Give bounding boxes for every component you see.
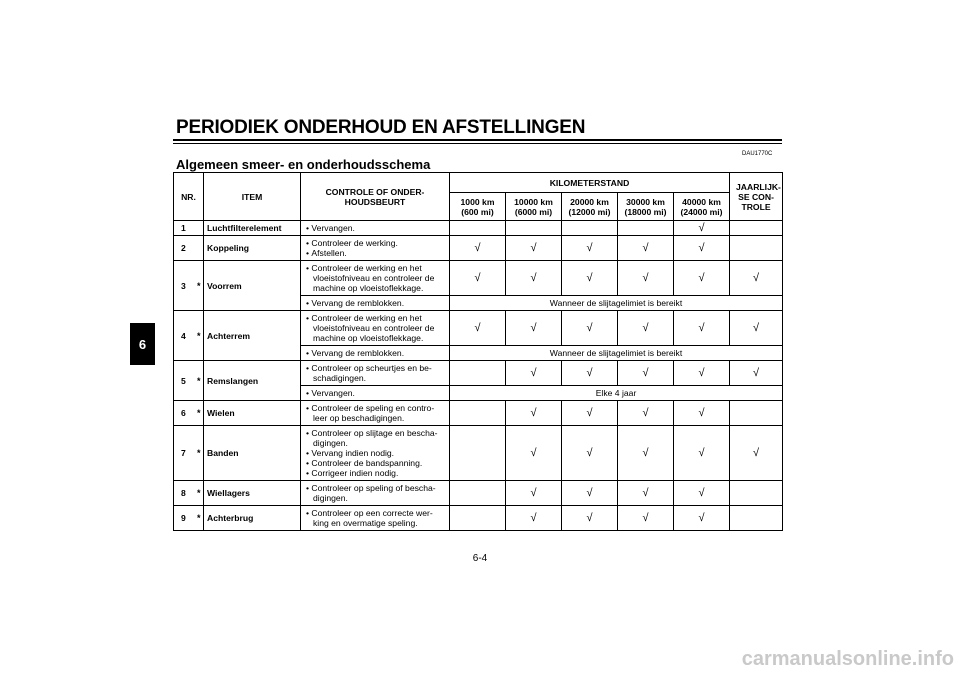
check-cell — [674, 236, 730, 261]
action-bullet: • Vervang de remblokken. — [306, 298, 447, 308]
row-control — [301, 221, 450, 236]
check-cell — [674, 261, 730, 296]
action-bullet: • Vervangen. — [306, 388, 447, 398]
check-mark-icon: √ — [698, 367, 705, 379]
row-control — [301, 401, 450, 426]
check-cell — [674, 426, 730, 481]
row-control — [301, 361, 450, 386]
check-mark-icon: √ — [530, 487, 537, 499]
check-cell — [730, 236, 783, 261]
check-mark-icon: √ — [642, 512, 649, 524]
header-km-3 — [618, 193, 674, 221]
row-asterisk: * — [195, 401, 204, 426]
check-cell — [562, 221, 618, 236]
check-cell — [730, 311, 783, 346]
check-cell — [450, 506, 506, 531]
check-mark-icon: √ — [698, 487, 705, 499]
check-cell — [674, 311, 730, 346]
table-row — [174, 426, 783, 481]
action-bullet: • Afstellen. — [306, 248, 447, 258]
check-cell — [730, 426, 783, 481]
row-item: Voorrem — [204, 261, 301, 311]
check-mark-icon: √ — [586, 272, 593, 284]
check-mark-icon: √ — [642, 272, 649, 284]
check-mark-icon: √ — [698, 407, 705, 419]
row-control — [301, 506, 450, 531]
table-row — [174, 361, 783, 386]
row-number: 9 — [174, 506, 195, 531]
check-mark-icon: √ — [698, 512, 705, 524]
check-mark-icon: √ — [586, 242, 593, 254]
row-asterisk: * — [195, 506, 204, 531]
check-cell — [618, 261, 674, 296]
check-cell — [562, 506, 618, 531]
action-bullet: • Controleer de werking en het vloeistofniveau en controleer de machine op vloeistoflekkage. — [306, 313, 447, 343]
check-cell — [506, 236, 562, 261]
check-cell — [730, 506, 783, 531]
check-mark-icon: √ — [753, 272, 760, 284]
check-cell — [674, 506, 730, 531]
check-cell — [730, 361, 783, 386]
header-mi-value: (6000 mi) — [514, 206, 553, 217]
table-row — [174, 236, 783, 261]
row-item: Achterbrug — [204, 506, 301, 531]
check-cell — [618, 361, 674, 386]
check-mark-icon: √ — [474, 272, 481, 284]
check-cell — [450, 311, 506, 346]
check-cell — [450, 361, 506, 386]
check-mark-icon: √ — [698, 322, 705, 334]
header-km-1 — [506, 193, 562, 221]
check-mark-icon: √ — [698, 222, 705, 234]
check-cell — [506, 261, 562, 296]
header-mi-value: (18000 mi) — [624, 206, 667, 217]
interval-note: Wanneer de slijtagelimiet is bereikt — [450, 296, 783, 311]
action-bullet: • Controleer de werking en het vloeistofniveau en controleer de machine op vloeistoflekkage. — [306, 263, 447, 293]
check-cell — [618, 426, 674, 481]
table-row — [174, 311, 783, 346]
check-cell — [506, 481, 562, 506]
row-item: Remslangen — [204, 361, 301, 401]
check-cell — [618, 401, 674, 426]
check-cell — [618, 221, 674, 236]
row-control — [301, 426, 450, 481]
check-mark-icon: √ — [642, 487, 649, 499]
interval-note: Wanneer de slijtagelimiet is bereikt — [450, 346, 783, 361]
check-cell — [618, 506, 674, 531]
doc-code: DAU1770C — [742, 151, 773, 157]
row-asterisk: * — [195, 261, 204, 311]
check-cell — [562, 236, 618, 261]
table-row — [174, 506, 783, 531]
watermark: carmanualsonline.info — [741, 648, 954, 670]
row-control — [301, 311, 450, 346]
header-yearly: JAARLIJK-SE CON-TROLE — [730, 173, 783, 221]
check-cell — [562, 481, 618, 506]
row-control — [301, 346, 450, 361]
check-mark-icon: √ — [753, 367, 760, 379]
check-cell — [674, 361, 730, 386]
header-km-4 — [674, 193, 730, 221]
check-cell — [618, 311, 674, 346]
check-mark-icon: √ — [586, 322, 593, 334]
action-bullet: • Vervang indien nodig. — [306, 448, 447, 458]
check-cell — [730, 221, 783, 236]
check-cell — [506, 426, 562, 481]
check-cell — [562, 426, 618, 481]
row-item: Koppeling — [204, 236, 301, 261]
page-number: 6-4 — [472, 553, 488, 564]
check-mark-icon: √ — [474, 322, 481, 334]
header-mi-value: (24000 mi) — [680, 206, 723, 217]
header-km-value: 40000 km — [682, 196, 721, 207]
header-km-2 — [562, 193, 618, 221]
row-item: Wielen — [204, 401, 301, 426]
row-control — [301, 261, 450, 296]
header-mi-value: (12000 mi) — [568, 206, 611, 217]
table-row — [174, 401, 783, 426]
header-km-value: 30000 km — [626, 196, 665, 207]
table-row — [174, 481, 783, 506]
check-cell — [450, 236, 506, 261]
row-asterisk: * — [195, 481, 204, 506]
section-tab: 6 — [130, 323, 155, 365]
row-asterisk — [195, 236, 204, 261]
check-cell — [450, 401, 506, 426]
check-mark-icon: √ — [530, 322, 537, 334]
action-bullet: • Corrigeer indien nodig. — [306, 468, 447, 478]
header-km-value: 10000 km — [514, 196, 553, 207]
action-bullet: • Controleer op speling of bescha-digingen. — [306, 483, 447, 503]
check-mark-icon: √ — [698, 242, 705, 254]
row-number: 6 — [174, 401, 195, 426]
check-cell — [506, 401, 562, 426]
check-mark-icon: √ — [753, 447, 760, 459]
check-cell — [506, 221, 562, 236]
row-number: 2 — [174, 236, 195, 261]
action-bullet: • Vervang de remblokken. — [306, 348, 447, 358]
row-control — [301, 481, 450, 506]
row-control — [301, 296, 450, 311]
header-mi-value: (600 mi) — [461, 206, 494, 217]
action-bullet: • Controleer de werking. — [306, 238, 447, 248]
action-bullet: • Controleer de speling en contro-leer op beschadigingen. — [306, 403, 447, 423]
check-mark-icon: √ — [586, 367, 593, 379]
check-cell — [562, 361, 618, 386]
header-km-value: 1000 km — [460, 196, 495, 207]
action-bullet: • Controleer op scheurtjes en be-schadigingen. — [306, 363, 447, 383]
check-mark-icon: √ — [642, 322, 649, 334]
interval-note: Elke 4 jaar — [450, 386, 783, 401]
check-cell — [450, 481, 506, 506]
row-number: 3 — [174, 261, 195, 311]
check-cell — [450, 261, 506, 296]
row-item: Achterrem — [204, 311, 301, 361]
section-subtitle: Algemeen smeer- en onderhoudsschema — [176, 157, 431, 172]
row-control — [301, 386, 450, 401]
row-number: 1 — [174, 221, 195, 236]
row-control — [301, 236, 450, 261]
row-number: 7 — [174, 426, 195, 481]
check-cell — [506, 361, 562, 386]
row-asterisk: * — [195, 426, 204, 481]
page-title: PERIODIEK ONDERHOUD EN AFSTELLINGEN — [176, 117, 586, 138]
check-mark-icon: √ — [642, 242, 649, 254]
check-mark-icon: √ — [530, 447, 537, 459]
check-mark-icon: √ — [530, 272, 537, 284]
check-mark-icon: √ — [753, 322, 760, 334]
check-mark-icon: √ — [698, 272, 705, 284]
check-cell — [562, 311, 618, 346]
table-row — [174, 221, 783, 236]
check-cell — [730, 481, 783, 506]
header-control: CONTROLE OF ONDER-HOUDSBEURT — [301, 173, 450, 221]
check-mark-icon: √ — [530, 512, 537, 524]
check-mark-icon: √ — [642, 407, 649, 419]
check-mark-icon: √ — [586, 447, 593, 459]
row-item: Luchtfilterelement — [204, 221, 301, 236]
check-cell — [618, 481, 674, 506]
row-number: 8 — [174, 481, 195, 506]
row-item: Banden — [204, 426, 301, 481]
check-cell — [618, 236, 674, 261]
row-number: 4 — [174, 311, 195, 361]
action-bullet: • Controleer de bandspanning. — [306, 458, 447, 468]
header-km-group: KILOMETERSTAND — [450, 173, 730, 193]
check-mark-icon: √ — [642, 367, 649, 379]
check-cell — [674, 401, 730, 426]
check-mark-icon: √ — [586, 407, 593, 419]
title-rule-thin — [173, 143, 782, 144]
check-cell — [730, 261, 783, 296]
check-cell — [562, 261, 618, 296]
check-cell — [506, 506, 562, 531]
row-asterisk — [195, 221, 204, 236]
check-mark-icon: √ — [530, 367, 537, 379]
check-mark-icon: √ — [530, 407, 537, 419]
action-bullet: • Controleer op slijtage en bescha-digingen. — [306, 428, 447, 448]
header-km-value: 20000 km — [570, 196, 609, 207]
table-row — [174, 261, 783, 296]
header-nr: NR. — [174, 173, 204, 221]
check-mark-icon: √ — [474, 242, 481, 254]
row-asterisk: * — [195, 361, 204, 401]
check-cell — [562, 401, 618, 426]
check-mark-icon: √ — [586, 512, 593, 524]
check-mark-icon: √ — [642, 447, 649, 459]
title-rule — [173, 139, 782, 141]
check-mark-icon: √ — [530, 242, 537, 254]
row-number: 5 — [174, 361, 195, 401]
check-cell — [674, 481, 730, 506]
check-cell — [506, 311, 562, 346]
check-cell — [450, 426, 506, 481]
check-cell — [674, 221, 730, 236]
check-cell — [730, 401, 783, 426]
check-mark-icon: √ — [698, 447, 705, 459]
check-mark-icon: √ — [586, 487, 593, 499]
row-asterisk: * — [195, 311, 204, 361]
header-item: ITEM — [204, 173, 301, 221]
action-bullet: • Controleer op een correcte wer-king en overmatige speling. — [306, 508, 447, 528]
action-bullet: • Vervangen. — [306, 223, 447, 233]
row-item: Wiellagers — [204, 481, 301, 506]
header-km-0 — [450, 193, 506, 221]
maintenance-schedule-table — [173, 172, 783, 531]
check-cell — [450, 221, 506, 236]
